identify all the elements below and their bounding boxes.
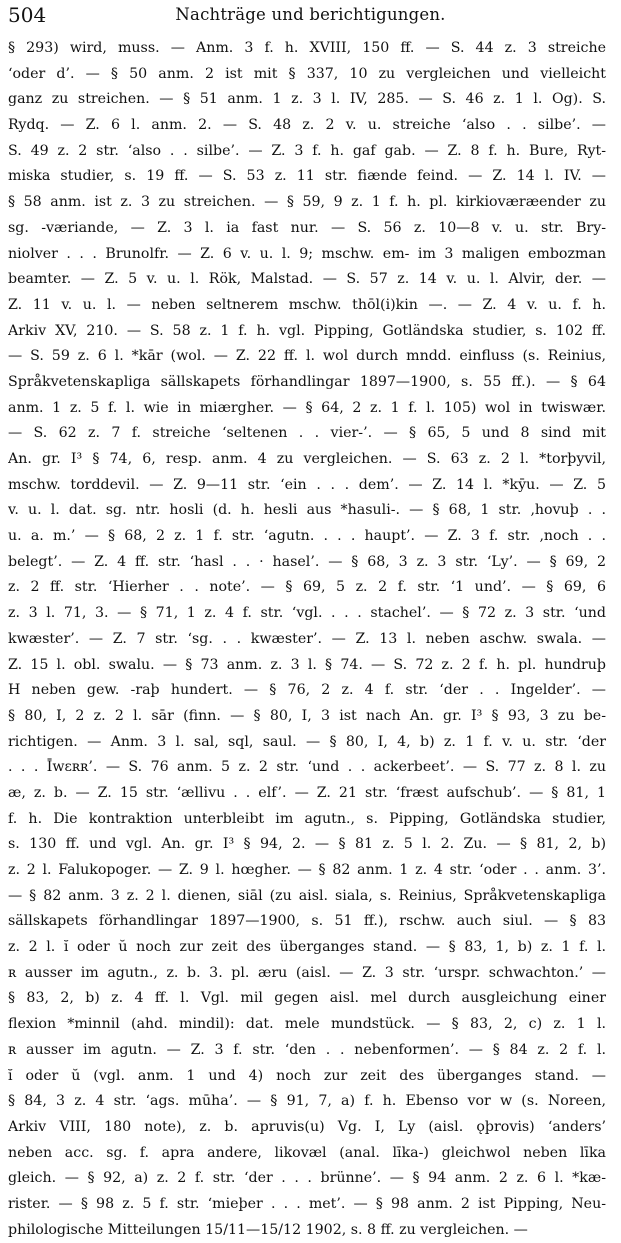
running-title: Nachträge und berichtigungen. bbox=[175, 5, 446, 24]
page-number: 504 bbox=[8, 3, 47, 27]
text-line: Z. 11 v. u. l. — neben seltnerem mschw. thōl(i)kin —. — Z. 4 v. u. f. h. bbox=[8, 296, 606, 313]
text-line: richtigen. — Anm. 3 l. sal, sql, saul. — § 80, I, 4, b) z. 1 f. v. u. str. ‘der bbox=[8, 733, 606, 750]
text-line: miska studier, s. 19 ff. — S. 53 z. 11 str. fiænde feind. — Z. 14 l. IV. — bbox=[8, 168, 606, 185]
text-line: belegt’. — Z. 4 ff. str. ‘hasl . . · hasel’. — § 68, 3 z. 3 str. ‘Ly’. — § 69, 2 bbox=[8, 553, 606, 570]
text-line: Z. 15 l. obl. swalu. — § 73 anm. z. 3 l. § 74. — S. 72 z. 2 f. h. pl. hundruþ bbox=[8, 656, 606, 673]
text-line: rister. — § 98 z. 5 f. str. ‘mieþer . . . met’. — § 98 anm. 2 ist Pipping, Neu- bbox=[8, 1195, 606, 1212]
text-line: mschw. torddevil. — Z. 9—11 str. ‘ein . . . dem’. — Z. 14 l. *kȳu. — Z. 5 bbox=[8, 476, 606, 493]
text-line: § 84, 3 z. 4 str. ‘ags. mūha’. — § 91, 7, a) f. h. Ebenso vor w (s. Noreen, bbox=[8, 1093, 606, 1110]
text-line: z. 3 l. 71, 3. — § 71, 1 z. 4 f. str. ‘vgl. . . . stachel’. — § 72 z. 3 str. ‘und bbox=[8, 605, 606, 622]
text-line: beamter. — Z. 5 v. u. l. Rök, Malstad. — S. 57 z. 14 v. u. l. Alvir, der. — bbox=[8, 271, 606, 288]
text-line: ganz zu streichen. — § 51 anm. 1 z. 3 l. IV, 285. — S. 46 z. 1 l. Og). S. bbox=[8, 91, 606, 108]
text-line: H neben gew. -raþ hundert. — § 76, 2 z. 4 f. str. ‘der . . Ingelder’. — bbox=[8, 682, 606, 699]
text-line: sg. -væriande, — Z. 3 l. ia fast nur. — S. 56 z. 10—8 v. u. str. Bry- bbox=[8, 219, 606, 236]
text-line: Arkiv VIII, 180 note), z. b. apruvis(u) Vg. I, Ly (aisl. ǫþrovis) ‘anders’ bbox=[8, 1118, 606, 1135]
text-line: neben acc. sg. f. apra andere, likovæl (anal. līka-) gleichwol neben līka bbox=[8, 1144, 606, 1161]
text-line: Arkiv XV, 210. — S. 58 z. 1 f. h. vgl. Pipping, Gotländska studier, s. 102 ff. bbox=[8, 322, 606, 339]
text-line: philologische Mitteilungen 15/11—15/12 1902, s. 8 ff. zu vergleichen. — bbox=[8, 1221, 528, 1238]
text-line: An. gr. I³ § 74, 6, resp. anm. 4 zu vergleichen. — S. 63 z. 2 l. *torþyvil, bbox=[8, 451, 606, 467]
text-line: z. 2 l. ĭ oder ŭ noch zur zeit des überganges stand. — § 83, 1, b) z. 1 f. l. bbox=[8, 939, 606, 956]
text-line: ĭ oder ŭ (vgl. anm. 1 und 4) noch zur zeit des überganges stand. — bbox=[8, 1067, 606, 1084]
text-line: . . . Īwɛʀʀ’. — S. 76 anm. 5 z. 2 str. ‘und . . ackerbeet’. — S. 77 z. 8 l. zu bbox=[8, 759, 606, 776]
text-line: Språkvetenskapliga sällskapets förhandlingar 1897—1900, s. 55 ff.). — § 64 bbox=[8, 373, 606, 390]
text-line: ‘oder d’. — § 50 anm. 2 ist mit § 337, 10 zu vergleichen und vielleicht bbox=[8, 65, 606, 82]
text-line: z. 2 ff. str. ‘Hierher . . note’. — § 69, 5 z. 2 f. str. ‘1 und’. — § 69, 6 bbox=[8, 579, 606, 596]
text-line: ʀ ausser im agutn. — Z. 3 f. str. ‘den . . nebenformen’. — § 84 z. 2 f. l. bbox=[8, 1041, 606, 1058]
text-line: Rydq. — Z. 6 l. anm. 2. — S. 48 z. 2 v. u. streiche ‘also . . silbe’. — bbox=[8, 117, 606, 134]
text-line: kwæster’. — Z. 7 str. ‘sg. . . kwæster’. — Z. 13 l. neben aschw. swala. — bbox=[8, 630, 606, 647]
text-line: § 293) wird, muss. — Anm. 3 f. h. XVIII, 150 ff. — S. 44 z. 3 streiche bbox=[8, 40, 606, 56]
text-line: § 80, I, 2 z. 2 l. sār (finn. — § 80, I, 3 ist nach An. gr. I³ § 93, 3 zu be- bbox=[8, 707, 606, 724]
text-line: S. 49 z. 2 str. ‘also . . silbe’. — Z. 3 f. h. gaf gab. — Z. 8 f. h. Bure, Ryt- bbox=[8, 142, 606, 159]
text-line: niolver . . . Brunolfr. — Z. 6 v. u. l. 9; mschw. em- im 3 maligen embozman bbox=[8, 245, 606, 262]
text-line: u. a. m.’ — § 68, 2 z. 1 f. str. ‘agutn. . . . haupt’. — Z. 3 f. str. ‚noch . . bbox=[8, 528, 606, 545]
text-line: ʀ ausser im agutn., z. b. 3. pl. æru (aisl. — Z. 3 str. ‘urspr. schwachton.’ — bbox=[8, 964, 606, 981]
page-header bbox=[8, 2, 613, 28]
text-line: f. h. Die kontraktion unterbleibt im agutn., s. Pipping, Gotländska studier, bbox=[8, 810, 606, 827]
text-line: flexion *minnil (ahd. mindil): dat. mele mundstück. — § 83, 2, c) z. 1 l. bbox=[8, 1016, 606, 1033]
text-line: v. u. l. dat. sg. ntr. hosli (d. h. hesli aus *hasuli-. — § 68, 1 str. ‚hovuþ . . bbox=[8, 502, 606, 519]
text-line: gleich. — § 92, a) z. 2 f. str. ‘der . . . brünne’. — § 94 anm. 2 z. 6 l. *kæ- bbox=[8, 1170, 606, 1187]
text-line: — S. 62 z. 7 f. streiche ‘seltenen . . vier-’. — § 65, 5 und 8 sind mit bbox=[8, 425, 606, 442]
text-line: s. 130 ff. und vgl. An. gr. I³ § 94, 2. — § 81 z. 5 l. 2. Zu. — § 81, 2, b) bbox=[8, 836, 606, 853]
text-line: § 83, 2, b) z. 4 ff. l. Vgl. mil gegen aisl. mel durch ausgleichung einer bbox=[8, 990, 606, 1007]
text-line: anm. 1 z. 5 f. l. wie in miærgher. — § 64, 2 z. 1 f. l. 105) wol in twiswær. bbox=[8, 399, 606, 416]
text-line: § 58 anm. ist z. 3 zu streichen. — § 59, 9 z. 1 f. h. pl. kirkioværæender zu bbox=[8, 194, 606, 211]
text-line: — § 82 anm. 3 z. 2 l. dienen, siāl (zu aisl. siala, s. Reinius, Språkvetenskapliga bbox=[8, 887, 606, 904]
corrigenda-text bbox=[8, 36, 606, 1243]
text-line: — S. 59 z. 6 l. *kār (wol. — Z. 22 ff. l. wol durch mndd. einfluss (s. Reinius, bbox=[8, 348, 606, 365]
text-line: sällskapets förhandlingar 1897—1900, s. 51 ff.), rschw. auch siul. — § 83 bbox=[8, 913, 606, 930]
text-line: z. 2 l. Falukopoger. — Z. 9 l. hœgher. — § 82 anm. 1 z. 4 str. ‘oder . . anm. 3’. bbox=[8, 862, 606, 878]
text-line: æ, z. b. — Z. 15 str. ‘ællivu . . elf’. — Z. 21 str. ‘fræst aufschub’. — § 81, 1 bbox=[8, 784, 606, 801]
